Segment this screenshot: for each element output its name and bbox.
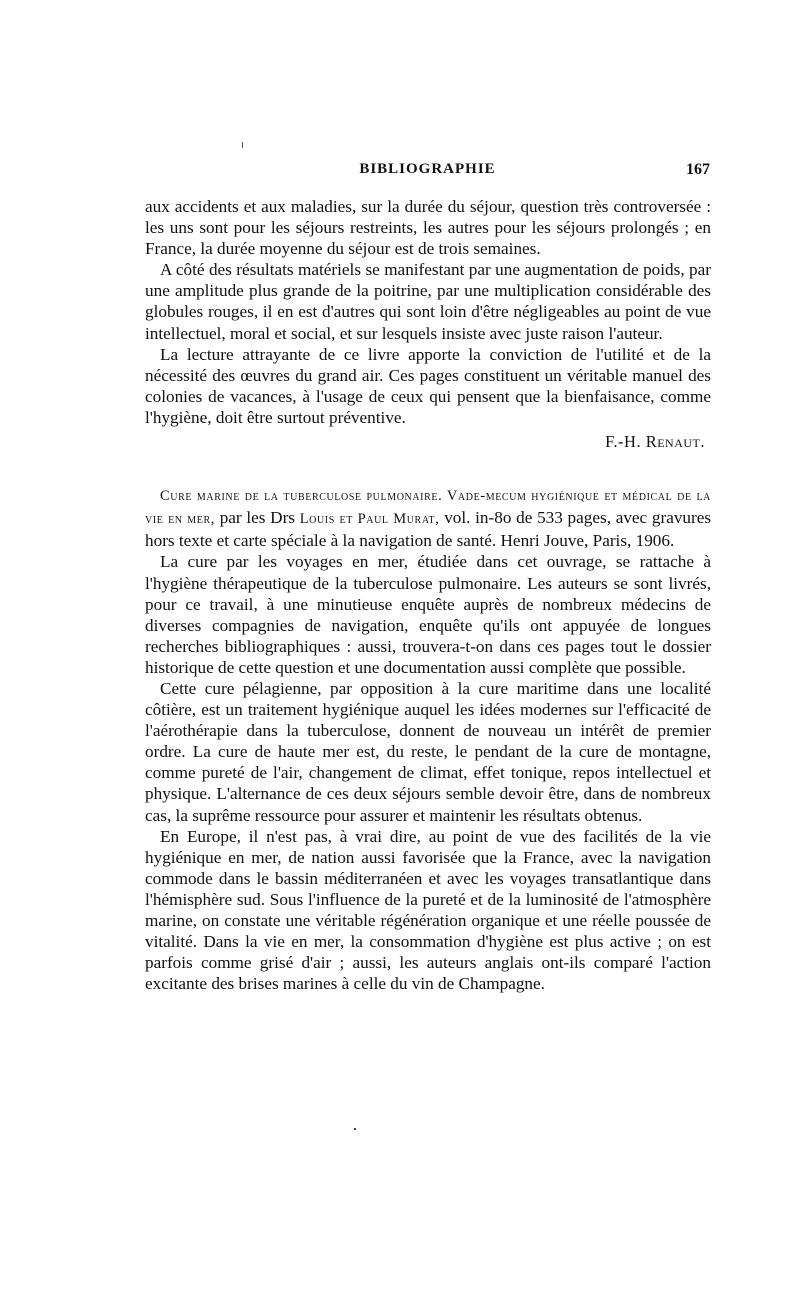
page-body — [145, 196, 711, 994]
publication-details: vol. in-8o de 533 pages, avec gravures hors texte et carte spéciale à la navigation de santé. Henri Jouve, Paris, 1906. — [145, 508, 712, 551]
author-signature: F.-H. Renaut. — [605, 432, 705, 452]
doctors-abbrev: Drs — [270, 508, 295, 528]
page-number: 167 — [686, 161, 710, 178]
paragraph: A côté des résultats matériels se manifestant par une augmentation de poids, par une amplitude plus grande de la poitrine, par une multiplication considérable des globules rouges, il en est d'autres qui sont loin d'être négligeables au point de vue intellectuel, moral et social, et sur lesquels insiste avec juste raison l'auteur. — [145, 260, 711, 343]
author-names: Louis et Paul Murat, — [299, 511, 440, 528]
paragraph: En Europe, il n'est pas, à vrai dire, au point de vue des facilités de la vie hygiénique en mer, de nation aussi favorisée que la France, avec la navigation commode dans le bassin méditerranéen et avec les voyages transatlantique dans l'hémisphère sud. Sous l'influence de la pureté et de la luminosité de l'atmosphère marine, on constate une véritable régénération organique et une réelle poussée de vitalité. Dans la vie en mer, la consommation d'hygiène est plus active ; on est parfois comme grisé d'air ; aussi, les auteurs anglais ont-ils comparé l'action excitante des brises marines à celle du vin de Champagne. — [145, 826, 711, 994]
authors-prefix: par les — [219, 508, 266, 528]
running-title: BIBLIOGRAPHIE — [359, 161, 496, 177]
paragraph: Cette cure pélagienne, par opposition à la cure maritime dans une localité côtière, est un traitement hygiénique auquel les idées modernes sur l'efficacité de l'aérothérapie dans la tuberculose, donnent de nouveau un intérêt de premier ordre. La cure de haute mer est, du reste, le pendant de la cure de montagne, comme pureté de l'air, changement de climat, effet tonique, repos intellectuel et physique. L'alternance de ces deux séjours semble devoir être, dans de nombreux cas, la suprême ressource pour assurer et maintenir les résultats obtenus. — [145, 678, 711, 825]
paragraph: La lecture attrayante de ce livre apporte la conviction de l'utilité et de la nécessité des œuvres du grand air. Ces pages constituent un véritable manuel des colonies de vacances, à l'usage de ceux qui pensent que la bienfaisance, comme l'hygiène, doit être surtout préventive. — [145, 344, 711, 427]
paragraph-continuation: aux accidents et aux maladies, sur la durée du séjour, question très controversée : les uns sont pour les séjours restreints, les autres pour les séjours prolongés ; en France, la durée moyenne du séjour est de trois semaines. — [145, 197, 711, 259]
running-header — [145, 161, 710, 185]
print-mark — [242, 142, 243, 148]
stray-mark — [354, 1128, 356, 1130]
review-heading — [145, 484, 711, 551]
paragraph: La cure par les voyages en mer, étudiée dans cet ouvrage, se rattache à l'hygiène thérapeutique de la tuberculose pulmonaire. Les auteurs se sont livrés, pour ce travail, à une minutieuse enquête auprès de nombreux médecins de diverses compagnies de navigation, enquête qu'ils ont appuyée de longues recherches bibliographiques : aussi, trouvera-t-on dans ces pages tout le dossier historique de cette question et une documentation aussi complète que possible. — [145, 552, 711, 677]
review-title: Cure marine de la tuberculose pulmonaire. Vade-mecum hygiénique et médical de la vie en mer, — [145, 488, 711, 528]
